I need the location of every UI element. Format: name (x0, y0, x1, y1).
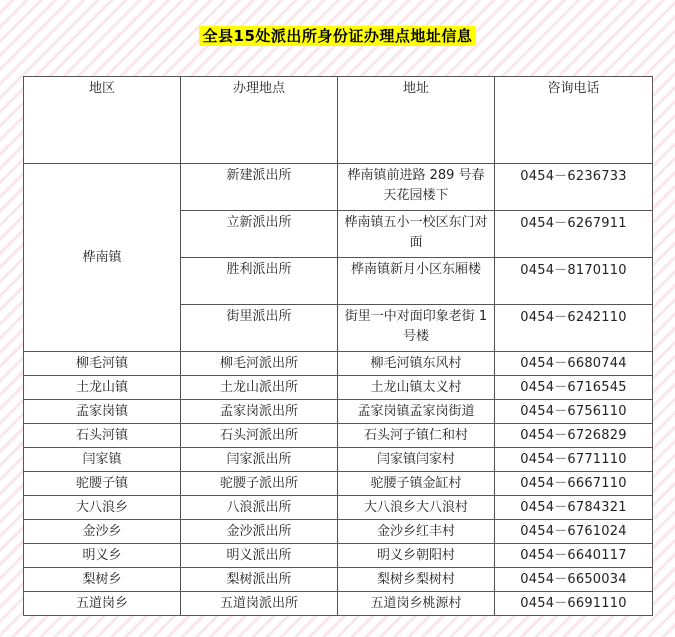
address-cell: 金沙乡红丰村 (338, 520, 495, 544)
table-row (24, 496, 653, 520)
office-cell: 柳毛河派出所 (181, 352, 338, 376)
region-cell: 梨树乡 (24, 568, 181, 592)
page-title: 全县15处派出所身份证办理点地址信息 (199, 26, 477, 46)
address-cell: 五道岗乡桃源村 (338, 592, 495, 616)
phone-cell: 0454－6680744 (495, 352, 653, 376)
office-cell: 街里派出所 (181, 305, 338, 352)
office-cell: 土龙山派出所 (181, 376, 338, 400)
office-cell: 孟家岗派出所 (181, 400, 338, 424)
office-cell: 五道岗派出所 (181, 592, 338, 616)
table-row (24, 424, 653, 448)
address-cell: 桦南镇五小一校区东门对面 (338, 211, 495, 258)
office-cell: 胜利派出所 (181, 258, 338, 305)
header-region: 地区 (24, 77, 181, 164)
region-cell: 孟家岗镇 (24, 400, 181, 424)
header-row (24, 77, 653, 164)
address-cell: 孟家岗镇孟家岗街道 (338, 400, 495, 424)
region-cell: 驼腰子镇 (24, 472, 181, 496)
address-cell: 石头河子镇仁和村 (338, 424, 495, 448)
address-cell: 桦南镇新月小区东厢楼 (338, 258, 495, 305)
table-row (24, 376, 653, 400)
office-cell: 驼腰子派出所 (181, 472, 338, 496)
table-row (24, 568, 653, 592)
address-cell: 土龙山镇太义村 (338, 376, 495, 400)
phone-cell: 0454－6771110 (495, 448, 653, 472)
office-cell: 立新派出所 (181, 211, 338, 258)
region-cell: 大八浪乡 (24, 496, 181, 520)
table-row (24, 164, 653, 211)
address-cell: 柳毛河镇东风村 (338, 352, 495, 376)
phone-cell: 0454－6640117 (495, 544, 653, 568)
office-cell: 金沙派出所 (181, 520, 338, 544)
table-row (24, 544, 653, 568)
phone-cell: 0454－6726829 (495, 424, 653, 448)
table-row (24, 592, 653, 616)
phone-cell: 0454－6667110 (495, 472, 653, 496)
region-cell: 土龙山镇 (24, 376, 181, 400)
table-row (24, 472, 653, 496)
phone-cell: 0454－6784321 (495, 496, 653, 520)
phone-cell: 0454－6716545 (495, 376, 653, 400)
phone-cell: 0454－6691110 (495, 592, 653, 616)
header-office: 办理地点 (181, 77, 338, 164)
region-cell: 石头河镇 (24, 424, 181, 448)
phone-cell: 0454－6242110 (495, 305, 653, 352)
phone-cell: 0454－6761024 (495, 520, 653, 544)
title-wrapper (0, 26, 675, 46)
phone-cell: 0454－8170110 (495, 258, 653, 305)
office-cell: 石头河派出所 (181, 424, 338, 448)
info-table (23, 76, 653, 616)
phone-cell: 0454－6236733 (495, 164, 653, 211)
region-cell: 桦南镇 (24, 164, 181, 352)
address-cell: 梨树乡梨树村 (338, 568, 495, 592)
table-row (24, 520, 653, 544)
office-cell: 闫家派出所 (181, 448, 338, 472)
address-cell: 闫家镇闫家村 (338, 448, 495, 472)
address-cell: 街里一中对面印象老街 1 号楼 (338, 305, 495, 352)
header-address: 地址 (338, 77, 495, 164)
address-cell: 驼腰子镇金缸村 (338, 472, 495, 496)
region-cell: 柳毛河镇 (24, 352, 181, 376)
region-cell: 金沙乡 (24, 520, 181, 544)
office-cell: 梨树派出所 (181, 568, 338, 592)
region-cell: 五道岗乡 (24, 592, 181, 616)
table-row (24, 448, 653, 472)
office-cell: 八浪派出所 (181, 496, 338, 520)
phone-cell: 0454－6756110 (495, 400, 653, 424)
region-cell: 明义乡 (24, 544, 181, 568)
address-cell: 大八浪乡大八浪村 (338, 496, 495, 520)
address-cell: 明义乡朝阳村 (338, 544, 495, 568)
phone-cell: 0454－6650034 (495, 568, 653, 592)
phone-cell: 0454－6267911 (495, 211, 653, 258)
header-phone: 咨询电话 (495, 77, 653, 164)
table-row (24, 352, 653, 376)
table-row (24, 400, 653, 424)
region-cell: 闫家镇 (24, 448, 181, 472)
address-cell: 桦南镇前进路 289 号春天花园楼下 (338, 164, 495, 211)
office-cell: 明义派出所 (181, 544, 338, 568)
office-cell: 新建派出所 (181, 164, 338, 211)
